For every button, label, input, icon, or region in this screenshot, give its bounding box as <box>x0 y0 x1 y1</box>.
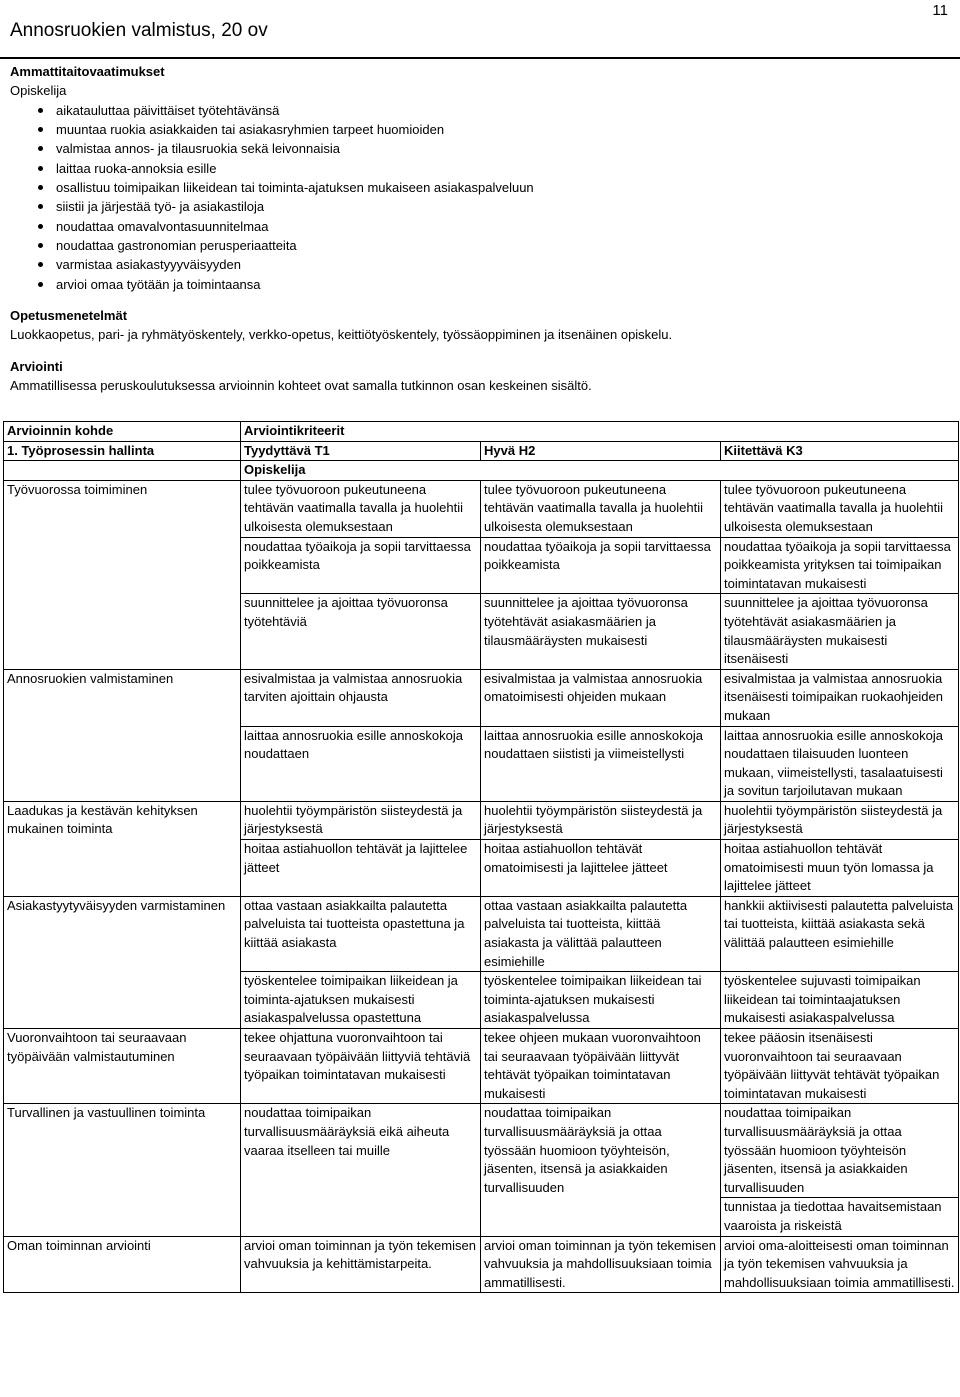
criterion-t1: arvioi oman toiminnan ja työn tekemisen vahvuuksia ja kehittämistarpeita. <box>241 1236 481 1293</box>
level-t1: Tyydyttävä T1 <box>241 441 481 461</box>
row-target: Turvallinen ja vastuullinen toiminta <box>4 1104 241 1198</box>
criterion-h2: laittaa annosruokia esille annoskokoja noudattaen siististi ja viimeistellysti <box>481 726 721 801</box>
header-spacer <box>481 422 721 442</box>
row-target <box>4 726 241 801</box>
criterion-h2: ottaa vastaan asiakkailta palautetta palveluista tai tuotteista, kiittää asiakasta ja välittää palautteen esimiehille <box>481 896 721 971</box>
table-row <box>4 896 959 971</box>
criterion-h2: työskentelee toimipaikan liikeidean tai toiminta-ajatuksen mukaisesti asiakaspalvelussa <box>481 972 721 1029</box>
criterion-h2: tekee ohjeen mukaan vuoronvaihtoon tai seuraavaan työpäivään liittyvät tehtävät työpaikan toimintatavan mukaisesti <box>481 1029 721 1104</box>
row-target <box>4 537 241 594</box>
criterion-h2: tulee työvuoroon pukeutuneena tehtävän vaatimalla tavalla ja huolehtii ulkoisesta olemuksestaan <box>481 480 721 537</box>
table-subject-row <box>4 461 959 481</box>
level-k3: Kiitettävä K3 <box>721 441 959 461</box>
list-item: siistii ja järjestää työ- ja asiakastiloja <box>56 197 955 216</box>
table-row <box>4 1236 959 1293</box>
requirements-heading: Ammattitaitovaatimukset <box>10 64 165 79</box>
subject-spacer <box>481 461 721 481</box>
criterion-h2: noudattaa toimipaikan turvallisuusmääräyksiä ja ottaa työssään huomioon työyhteisön, jäsenten, itsensä ja asiakkaiden turvallisuuden <box>481 1104 721 1198</box>
table-header-row <box>4 422 959 442</box>
table-row <box>4 1198 959 1236</box>
criterion-t1: laittaa annosruokia esille annoskokoja noudattaen <box>241 726 481 801</box>
criterion-k3: suunnittelee ja ajoittaa työvuoronsa työtehtävät asiakasmäärien ja tilausmääräysten mukaisesti itsenäisesti <box>721 594 959 669</box>
criterion-t1 <box>241 1198 481 1236</box>
assessment-heading: Arviointi <box>10 358 63 374</box>
table-row <box>4 801 959 839</box>
criterion-h2: noudattaa työaikoja ja sopii tarvittaessa poikkeamista <box>481 537 721 594</box>
criterion-h2: esivalmistaa ja valmistaa annosruokia omatoimisesti ohjeiden mukaan <box>481 669 721 726</box>
criterion-k3: noudattaa toimipaikan turvallisuusmääräyksiä ja ottaa työssään huomioon työyhteisön jäsenten, itsensä ja asiakkaiden turvallisuuden <box>721 1104 959 1198</box>
table-row <box>4 594 959 669</box>
col-target-header: Arvioinnin kohde <box>4 422 241 442</box>
criterion-h2: arvioi oman toiminnan ja työn tekemisen vahvuuksia ja mahdollisuuksiaan toimia ammatillisesti. <box>481 1236 721 1293</box>
list-item: noudattaa omavalvontasuunnitelmaa <box>56 217 955 236</box>
table-row <box>4 726 959 801</box>
criterion-h2: suunnittelee ja ajoittaa työvuoronsa työtehtävät asiakasmäärien ja tilausmääräysten mukaisesti <box>481 594 721 669</box>
list-item: varmistaa asiakastyyyväisyyden <box>56 255 955 274</box>
page-number: 11 <box>932 2 948 19</box>
criterion-k3: tekee pääosin itsenäisesti vuoronvaihtoon tai seuraavaan työpäivään liittyvät tehtävät työpaikan toimintatavan mukaisesti <box>721 1029 959 1104</box>
table-level-row <box>4 441 959 461</box>
criterion-t1: huolehtii työympäristön siisteydestä ja järjestyksestä <box>241 801 481 839</box>
level-h2: Hyvä H2 <box>481 441 721 461</box>
row-target <box>4 972 241 1029</box>
list-item: valmistaa annos- ja tilausruokia sekä leivonnaisia <box>56 139 955 158</box>
criterion-t1: tulee työvuoroon pukeutuneena tehtävän vaatimalla tavalla ja huolehtii ulkoisesta olemuksestaan <box>241 480 481 537</box>
criterion-k3: laittaa annosruokia esille annoskokoja noudattaen tilaisuuden luonteen mukaan, viimeistellysti, tasalaatuisesti ja sovitun tarjoilutavan mukaan <box>721 726 959 801</box>
row-target: Työvuorossa toimiminen <box>4 480 241 537</box>
table-row <box>4 1029 959 1104</box>
list-item: aikatauluttaa päivittäiset työtehtävänsä <box>56 101 955 120</box>
col-criteria-header: Arviointikriteerit <box>241 422 481 442</box>
title-rule <box>0 57 960 59</box>
criterion-t1: noudattaa työaikoja ja sopii tarvittaessa poikkeamista <box>241 537 481 594</box>
criterion-k3: arvioi oma-aloitteisesti oman toiminnan ja työn tekemisen vahvuuksia ja mahdollisuuksiaan toimia ammatillisesti. <box>721 1236 959 1293</box>
list-item: osallistuu toimipaikan liikeidean tai toiminta-ajatuksen mukaiseen asiakaspalveluun <box>56 178 955 197</box>
list-item: noudattaa gastronomian perusperiaatteita <box>56 236 955 255</box>
list-item: arvioi omaa työtään ja toimintaansa <box>56 275 955 294</box>
assessment-table <box>3 421 959 1293</box>
row-target: Vuoronvaihtoon tai seuraavaan työpäivään valmistautuminen <box>4 1029 241 1104</box>
criterion-t1: tekee ohjattuna vuoronvaihtoon tai seuraavaan työpäivään liittyviä tehtäviä työpaikan toimintatavan mukaisesti <box>241 1029 481 1104</box>
criterion-k3: tulee työvuoroon pukeutuneena tehtävän vaatimalla tavalla ja huolehtii ulkoisesta olemuksestaan <box>721 480 959 537</box>
criterion-k3: huolehtii työympäristön siisteydestä ja järjestyksestä <box>721 801 959 839</box>
table-row <box>4 669 959 726</box>
criterion-t1: hoitaa astiahuollon tehtävät ja lajittelee jätteet <box>241 840 481 897</box>
table-row <box>4 972 959 1029</box>
requirements-subject: Opiskelija <box>10 83 67 99</box>
criterion-t1: noudattaa toimipaikan turvallisuusmääräyksiä eikä aiheuta vaaraa itselleen tai muille <box>241 1104 481 1198</box>
section-header: 1. Työprosessin hallinta <box>4 441 241 461</box>
row-target: Asiakastyytyväisyyden varmistaminen <box>4 896 241 971</box>
criterion-k3: hoitaa astiahuollon tehtävät omatoimisesti muun työn lomassa ja lajittelee jätteet <box>721 840 959 897</box>
row-target <box>4 840 241 897</box>
criterion-t1: esivalmistaa ja valmistaa annosruokia tarviten ajoittain ohjausta <box>241 669 481 726</box>
criterion-k3: hankkii aktiivisesti palautetta palveluista tai tuotteista, kiittää asiakasta sekä välittää palautteen esimiehille <box>721 896 959 971</box>
criterion-k3: työskentelee sujuvasti toimipaikan liikeidean tai toimintaajatuksen mukaisesti asiakaspalvelussa <box>721 972 959 1029</box>
row-target <box>4 594 241 669</box>
criterion-k3: esivalmistaa ja valmistaa annosruokia itsenäisesti toimipaikan ruokaohjeiden mukaan <box>721 669 959 726</box>
criterion-h2 <box>481 1198 721 1236</box>
list-item: laittaa ruoka-annoksia esille <box>56 159 955 178</box>
row-target <box>4 1198 241 1236</box>
criterion-t1: ottaa vastaan asiakkailta palautetta palveluista tai tuotteista opastettuna ja kiittää asiakasta <box>241 896 481 971</box>
table-row <box>4 537 959 594</box>
subject-spacer <box>721 461 959 481</box>
table-row <box>4 480 959 537</box>
table-row <box>4 840 959 897</box>
criterion-k3: tunnistaa ja tiedottaa havaitsemistaan vaaroista ja riskeistä <box>721 1198 959 1236</box>
criterion-k3: noudattaa työaikoja ja sopii tarvittaessa poikkeamista yrityksen tai toimipaikan toimintatavan mukaisesti <box>721 537 959 594</box>
criterion-h2: hoitaa astiahuollon tehtävät omatoimisesti ja lajittelee jätteet <box>481 840 721 897</box>
row-target: Laadukas ja kestävän kehityksen mukainen toiminta <box>4 801 241 839</box>
row-target: Annosruokien valmistaminen <box>4 669 241 726</box>
criterion-t1: suunnittelee ja ajoittaa työvuoronsa työtehtäviä <box>241 594 481 669</box>
page-content <box>10 62 955 395</box>
subject-spacer <box>4 461 241 481</box>
methods-heading: Opetusmenetelmät <box>10 308 128 324</box>
table-row <box>4 1104 959 1198</box>
requirements-list <box>10 101 955 294</box>
page-title: Annosruokien valmistus, 20 ov <box>10 20 268 41</box>
row-target: Oman toiminnan arviointi <box>4 1236 241 1293</box>
table-subject: Opiskelija <box>241 461 481 481</box>
criterion-t1: työskentelee toimipaikan liikeidean ja toiminta-ajatuksen mukaisesti asiakaspalvelussa opastettuna <box>241 972 481 1029</box>
criterion-h2: huolehtii työympäristön siisteydestä ja järjestyksestä <box>481 801 721 839</box>
assessment-text: Ammatillisessa peruskoulutuksessa arvioinnin kohteet ovat samalla tutkinnon osan keskeinen sisältö. <box>10 377 592 393</box>
header-spacer <box>721 422 959 442</box>
list-item: muuntaa ruokia asiakkaiden tai asiakasryhmien tarpeet huomioiden <box>56 120 955 139</box>
methods-text: Luokkaopetus, pari- ja ryhmätyöskentely, verkko-opetus, keittiötyöskentely, työssäoppiminen ja itsenäinen opiskelu. <box>10 327 673 343</box>
